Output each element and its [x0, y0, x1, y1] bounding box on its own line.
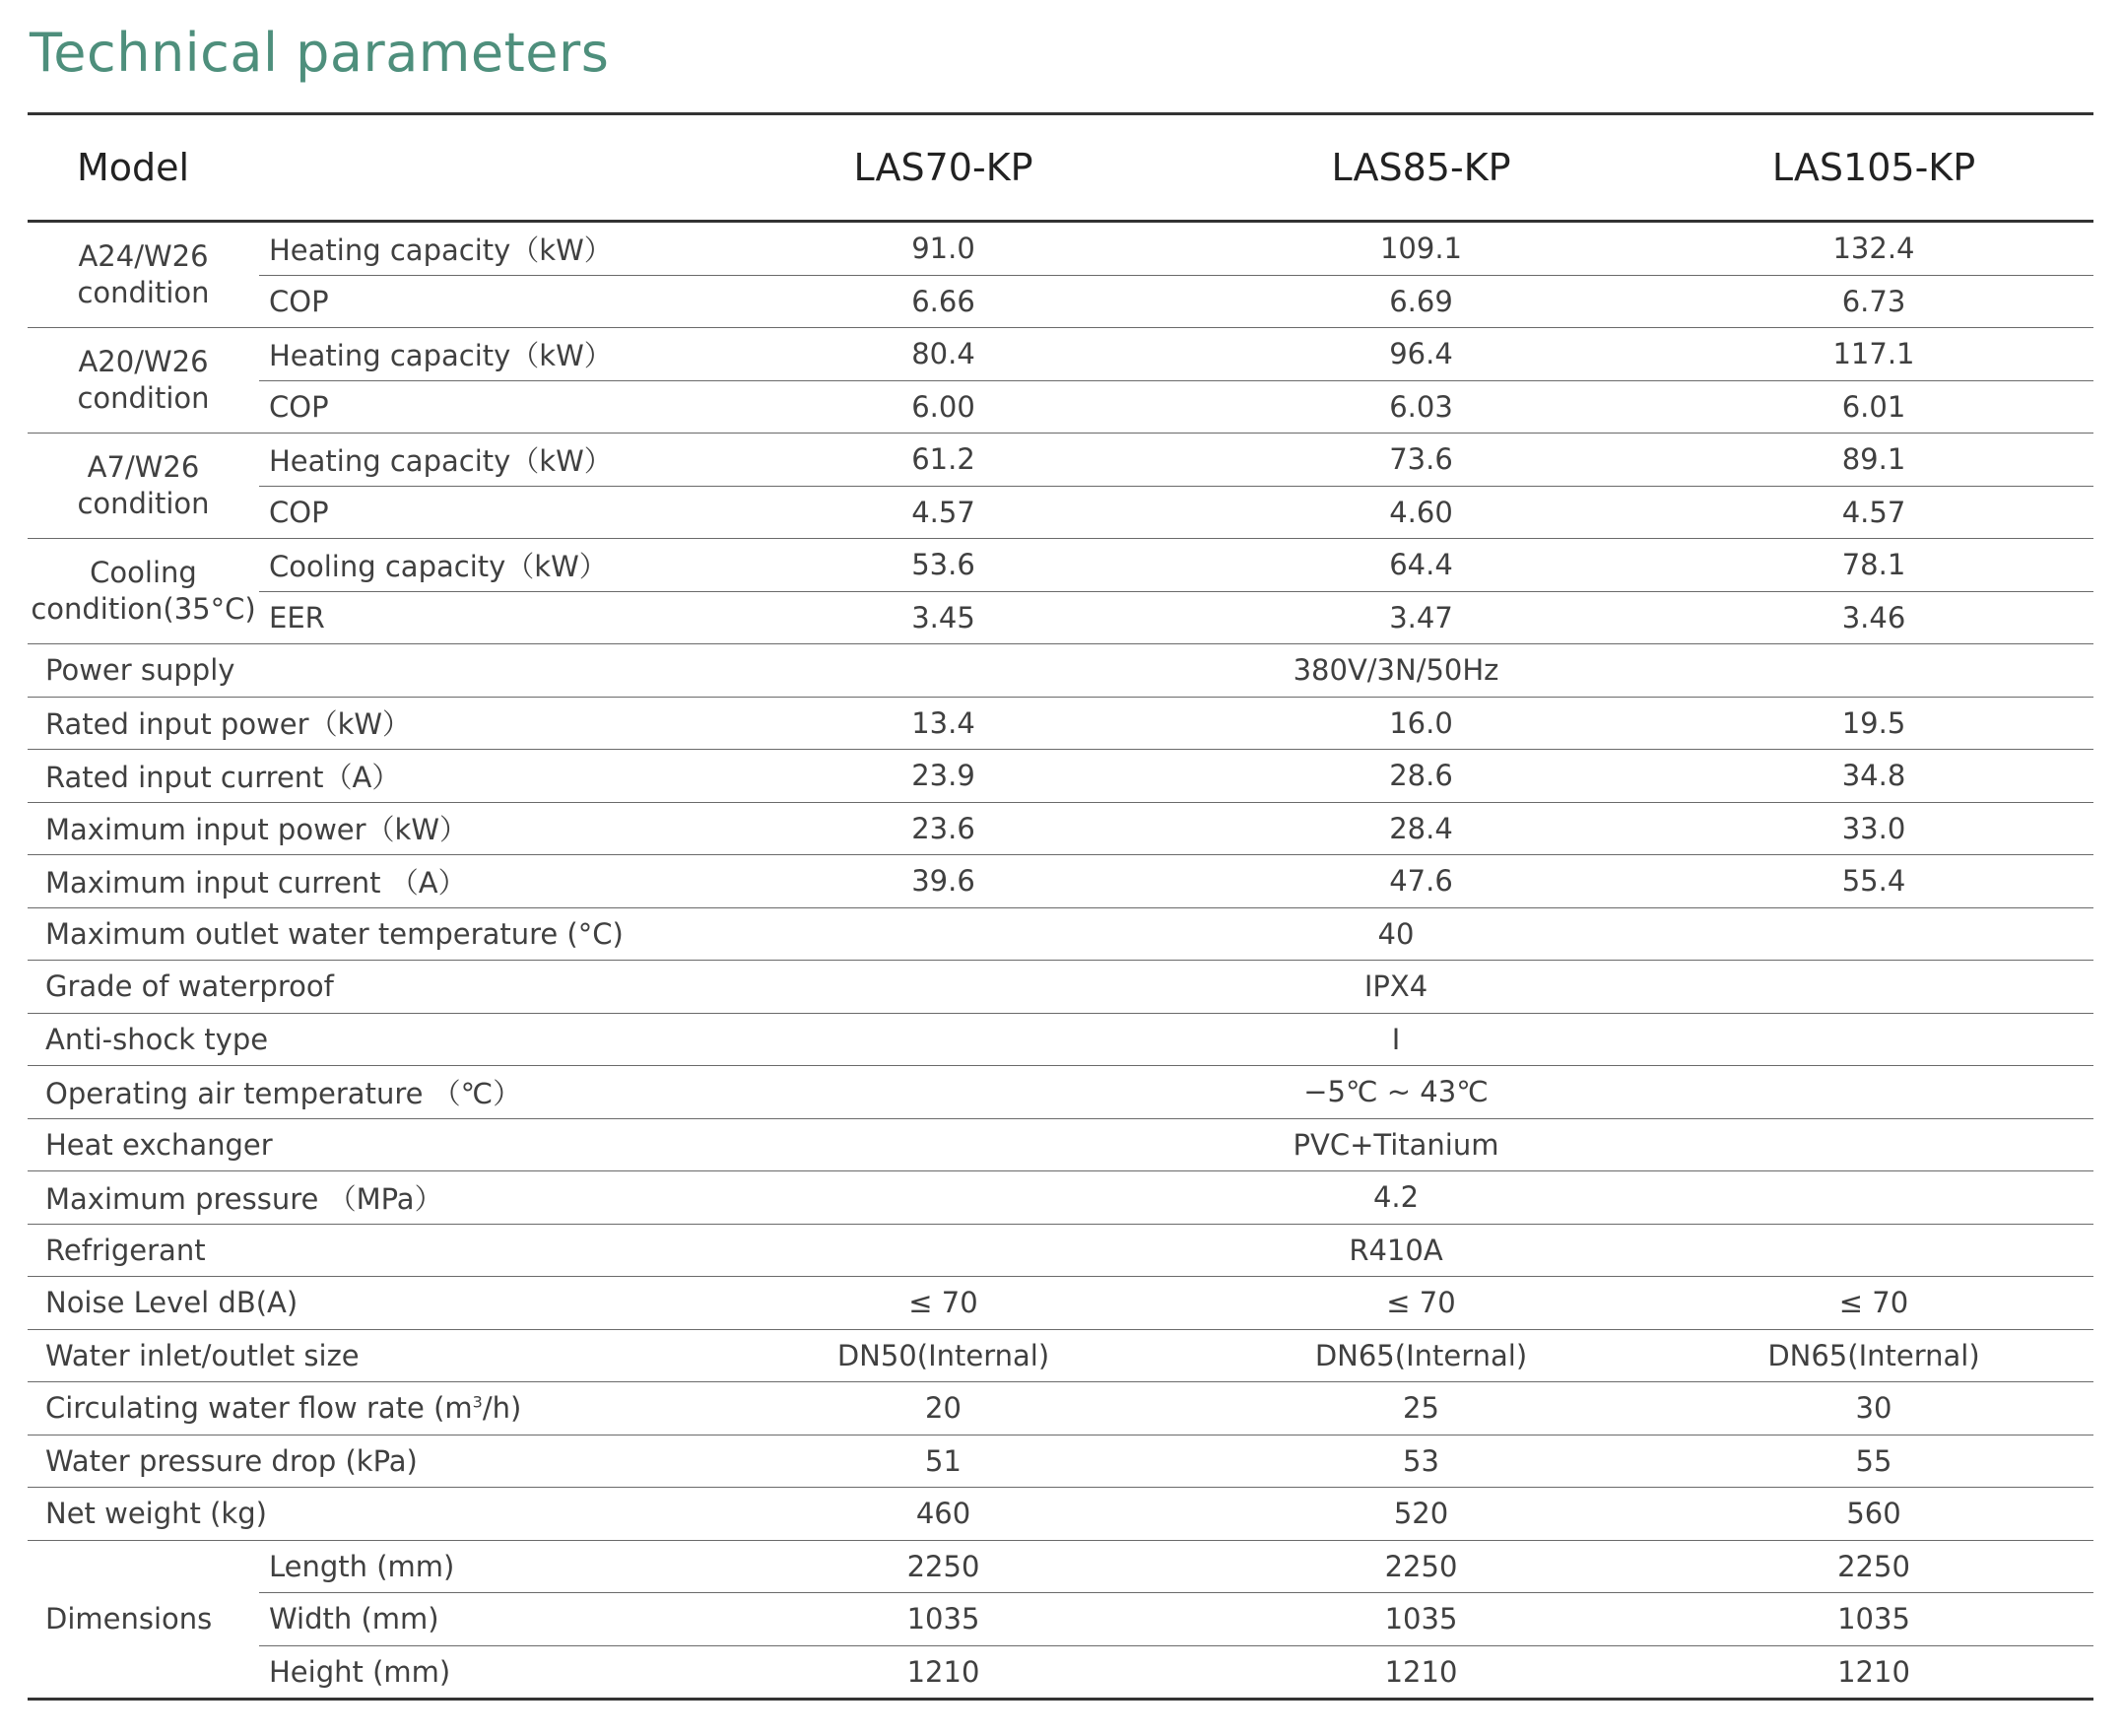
param-value: 4.2	[698, 1171, 2093, 1225]
param-value: 1210	[698, 1645, 1188, 1700]
table-row	[28, 961, 2093, 1014]
table-row	[28, 750, 2093, 803]
header-row	[28, 114, 2093, 222]
param-value: 30	[1654, 1382, 2093, 1436]
param-label: Height (mm)	[259, 1645, 698, 1700]
param-label: Noise Level dB(A)	[28, 1277, 698, 1330]
param-value: 55	[1654, 1435, 2093, 1488]
table-row	[28, 328, 2093, 381]
param-value: 20	[698, 1382, 1188, 1436]
param-value: 53.6	[698, 539, 1188, 592]
param-label: Heating capacity（kW）	[259, 222, 698, 276]
param-label: Heating capacity（kW）	[259, 328, 698, 381]
model-header-las85: LAS85-KP	[1188, 114, 1654, 222]
param-value: 25	[1188, 1382, 1654, 1436]
param-value: 40	[698, 907, 2093, 961]
param-value: 34.8	[1654, 750, 2093, 803]
param-value: 51	[698, 1435, 1188, 1488]
param-value: 1035	[1188, 1593, 1654, 1646]
param-value: 6.66	[698, 275, 1188, 328]
param-value: 55.4	[1654, 855, 2093, 908]
table-row	[28, 855, 2093, 908]
table-row	[28, 222, 2093, 276]
param-label: Water inlet/outlet size	[28, 1329, 698, 1382]
param-value: IPX4	[698, 961, 2093, 1014]
model-header-las70: LAS70-KP	[698, 114, 1188, 222]
table-row	[28, 1540, 2093, 1593]
table-row	[28, 591, 2093, 644]
param-value: 117.1	[1654, 328, 2093, 381]
param-label: Anti-shock type	[28, 1013, 698, 1066]
param-label: Net weight (kg)	[28, 1488, 698, 1541]
table-row	[28, 434, 2093, 487]
param-label: COP	[259, 486, 698, 539]
param-value: R410A	[698, 1224, 2093, 1277]
param-value: DN65(Internal)	[1188, 1329, 1654, 1382]
param-value: ≤ 70	[698, 1277, 1188, 1330]
param-label: Maximum outlet water temperature (°C)	[28, 907, 698, 961]
table-row	[28, 1645, 2093, 1700]
table-row	[28, 1488, 2093, 1541]
table-row	[28, 1277, 2093, 1330]
condition-group-label: A24/W26 condition	[28, 222, 259, 328]
param-label: Maximum input power（kW）	[28, 802, 698, 855]
table-row	[28, 1118, 2093, 1171]
table-row	[28, 1435, 2093, 1488]
param-value: 380V/3N/50Hz	[698, 644, 2093, 698]
table-row	[28, 1066, 2093, 1119]
param-value: 2250	[1654, 1540, 2093, 1593]
technical-parameters-table	[28, 112, 2093, 1701]
param-value: 78.1	[1654, 539, 2093, 592]
param-value: 460	[698, 1488, 1188, 1541]
param-value: 64.4	[1188, 539, 1654, 592]
param-value: 109.1	[1188, 222, 1654, 276]
param-label: Refrigerant	[28, 1224, 698, 1277]
param-label: EER	[259, 591, 698, 644]
param-value: 6.73	[1654, 275, 2093, 328]
table-row	[28, 539, 2093, 592]
param-value: 89.1	[1654, 434, 2093, 487]
param-value: I	[698, 1013, 2093, 1066]
param-label: Width (mm)	[259, 1593, 698, 1646]
table-row	[28, 1171, 2093, 1225]
param-value: 2250	[698, 1540, 1188, 1593]
param-value: 2250	[1188, 1540, 1654, 1593]
flow-rate-superscript: 3	[472, 1392, 483, 1412]
param-label: Rated input current（A）	[28, 750, 698, 803]
param-value: DN50(Internal)	[698, 1329, 1188, 1382]
param-label	[28, 1382, 698, 1436]
param-value: 53	[1188, 1435, 1654, 1488]
param-value: 1210	[1188, 1645, 1654, 1700]
param-value: 560	[1654, 1488, 2093, 1541]
param-label: Cooling capacity（kW）	[259, 539, 698, 592]
param-value: 4.57	[698, 486, 1188, 539]
param-label: Rated input power（kW）	[28, 697, 698, 750]
table-row	[28, 1382, 2093, 1436]
param-value: −5℃ ~ 43℃	[698, 1066, 2093, 1119]
table-row	[28, 1224, 2093, 1277]
param-value: 6.01	[1654, 380, 2093, 434]
table-row	[28, 802, 2093, 855]
param-value: ≤ 70	[1188, 1277, 1654, 1330]
model-header-label: Model	[28, 114, 698, 222]
flow-rate-label-end: /h)	[482, 1391, 522, 1426]
table-row	[28, 1013, 2093, 1066]
param-value: 3.45	[698, 591, 1188, 644]
param-value: 520	[1188, 1488, 1654, 1541]
table-row	[28, 275, 2093, 328]
table-row	[28, 644, 2093, 698]
table-row	[28, 697, 2093, 750]
param-value: 91.0	[698, 222, 1188, 276]
param-value: 4.60	[1188, 486, 1654, 539]
param-label: Maximum pressure （MPa）	[28, 1171, 698, 1225]
param-label: Heat exchanger	[28, 1118, 698, 1171]
param-value: 19.5	[1654, 697, 2093, 750]
param-value: 1210	[1654, 1645, 2093, 1700]
param-value: 39.6	[698, 855, 1188, 908]
condition-group-label: A7/W26 condition	[28, 434, 259, 539]
condition-group-label: A20/W26 condition	[28, 328, 259, 434]
param-value: 6.00	[698, 380, 1188, 434]
param-label: Water pressure drop (kPa)	[28, 1435, 698, 1488]
param-value: 1035	[698, 1593, 1188, 1646]
param-label: Heating capacity（kW）	[259, 434, 698, 487]
flow-rate-label: Circulating water flow rate (m	[45, 1391, 473, 1426]
param-label: Grade of waterproof	[28, 961, 698, 1014]
param-value: 6.03	[1188, 380, 1654, 434]
param-label: COP	[259, 380, 698, 434]
table-row	[28, 907, 2093, 961]
param-value: DN65(Internal)	[1654, 1329, 2093, 1382]
param-value: 80.4	[698, 328, 1188, 381]
param-value: 3.47	[1188, 591, 1654, 644]
param-value: 23.6	[698, 802, 1188, 855]
table-row	[28, 1329, 2093, 1382]
param-value: 33.0	[1654, 802, 2093, 855]
dimensions-group-label: Dimensions	[28, 1540, 259, 1700]
model-header-las105: LAS105-KP	[1654, 114, 2093, 222]
param-value: 47.6	[1188, 855, 1654, 908]
param-value: ≤ 70	[1654, 1277, 2093, 1330]
table-row	[28, 1593, 2093, 1646]
param-value: 1035	[1654, 1593, 2093, 1646]
param-value: 28.4	[1188, 802, 1654, 855]
param-value: 3.46	[1654, 591, 2093, 644]
param-label: Power supply	[28, 644, 698, 698]
table-row	[28, 486, 2093, 539]
param-label: Maximum input current （A）	[28, 855, 698, 908]
page-title: Technical parameters	[30, 22, 610, 84]
param-value: 61.2	[698, 434, 1188, 487]
param-label: Operating air temperature （℃）	[28, 1066, 698, 1119]
param-value: 73.6	[1188, 434, 1654, 487]
condition-group-label: Cooling condition(35°C)	[28, 539, 259, 644]
param-label: Length (mm)	[259, 1540, 698, 1593]
param-value: 96.4	[1188, 328, 1654, 381]
param-value: 4.57	[1654, 486, 2093, 539]
param-value: 6.69	[1188, 275, 1654, 328]
param-value: 23.9	[698, 750, 1188, 803]
table-row	[28, 380, 2093, 434]
param-value: 28.6	[1188, 750, 1654, 803]
param-label: COP	[259, 275, 698, 328]
param-value: PVC+Titanium	[698, 1118, 2093, 1171]
param-value: 13.4	[698, 697, 1188, 750]
param-value: 132.4	[1654, 222, 2093, 276]
param-value: 16.0	[1188, 697, 1654, 750]
